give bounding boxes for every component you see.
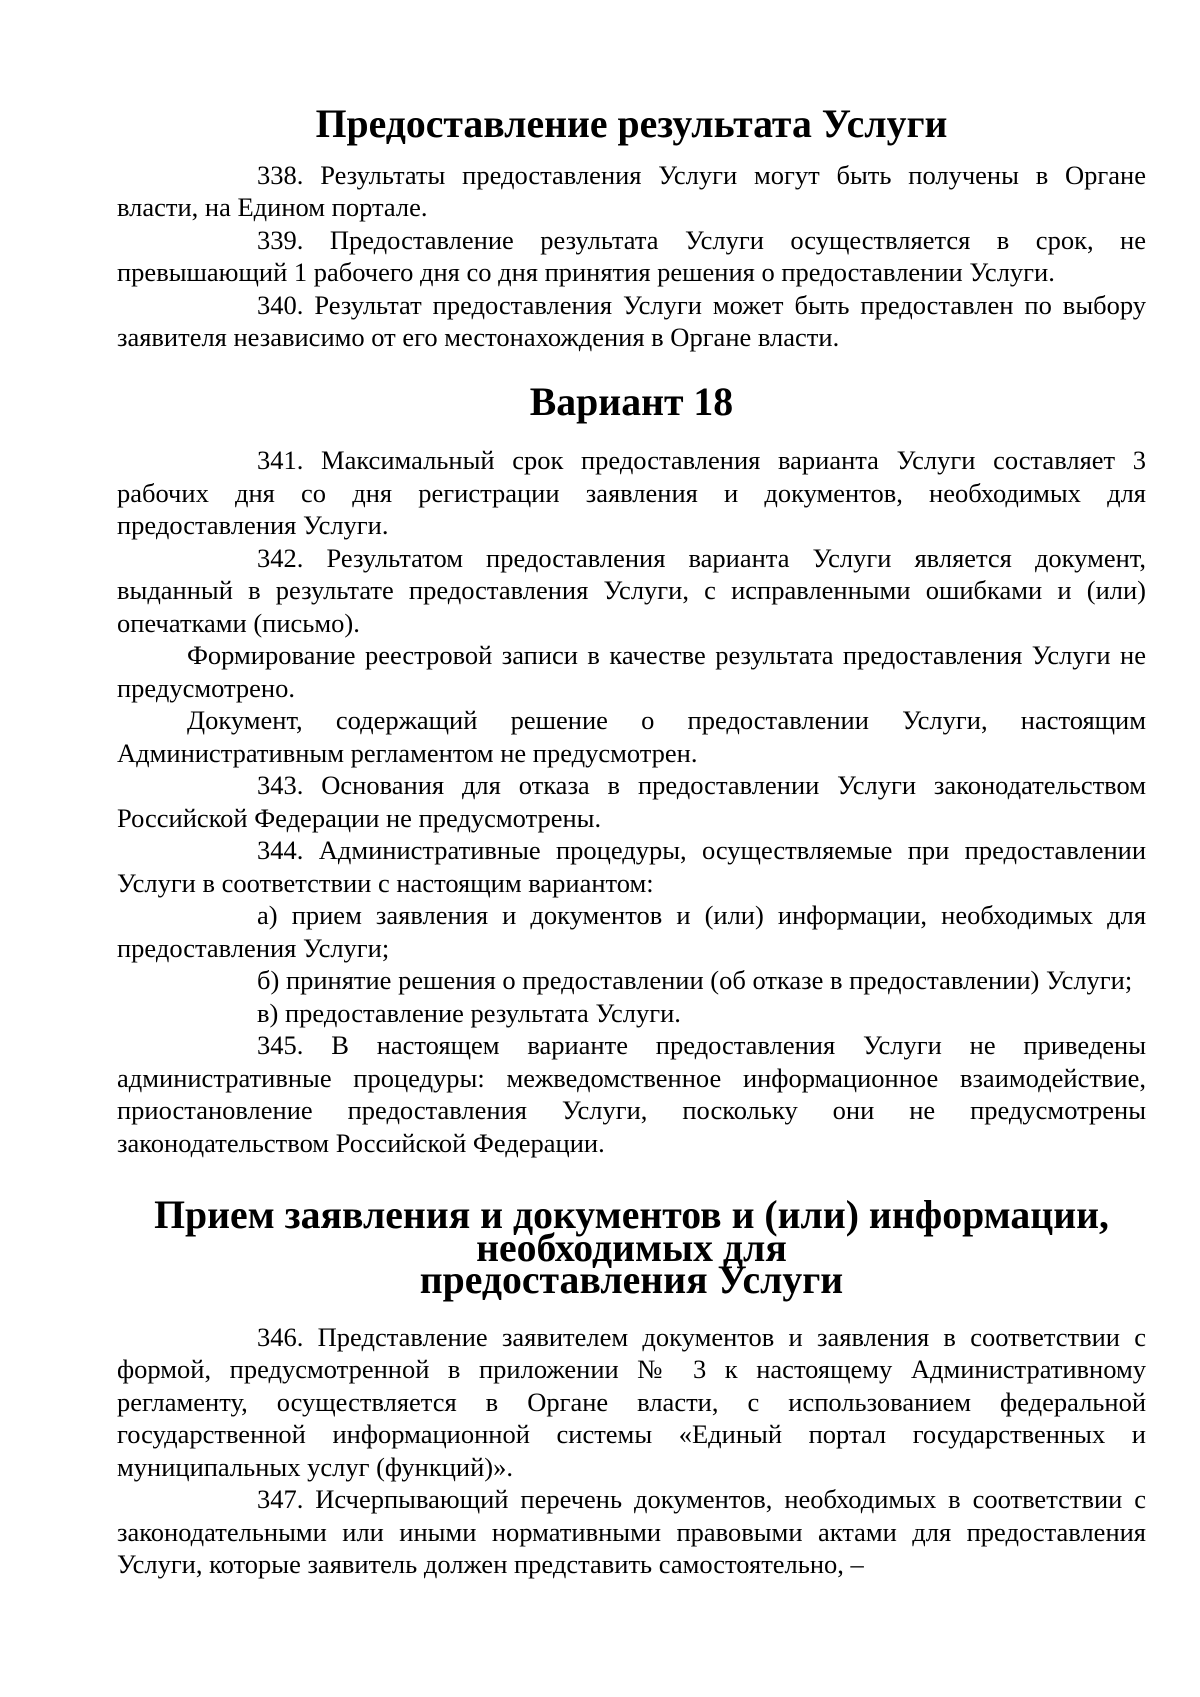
paragraph-decision-document: [117, 704, 1146, 769]
paragraph-text: Документ, содержащий решение о предоставлении Услуги, настоящим Административным регламентом не предусмотрен.: [117, 705, 1146, 768]
paragraph-344: [117, 834, 1146, 899]
paragraph-text: В настоящем варианте предоставления Услуги не приведены административные процедуры: межведомственное информационное взаимодействие, приостановление предоставления Услуги, поскольку они не предусмотрены законодательством Российской Федерации.: [117, 1030, 1147, 1158]
paragraph-number: 344.: [257, 835, 304, 865]
paragraph-number: 341.: [257, 445, 304, 475]
paragraph-number: 347.: [257, 1484, 304, 1514]
section-heading-application-intake: [117, 1193, 1146, 1302]
paragraph-number: 342.: [257, 542, 304, 573]
paragraph-text: Результат предоставления Услуги может быть предоставлен по выбору заявителя независимо от его местонахождения в Органе власти.: [117, 289, 1147, 352]
paragraph-342: [117, 542, 1146, 640]
list-marker: б): [257, 965, 280, 995]
list-item-text: прием заявления и документов и (или) информации, необходимых для предоставления Услуги;: [117, 900, 1147, 963]
paragraph-343: [117, 769, 1146, 834]
paragraph-text: Результатом предоставления варианта Услуги является документ, выданный в результате предоставления Услуги, с исправленными ошибками и (или) опечатками (письмо).: [117, 542, 1147, 638]
paragraph-number: 338.: [257, 159, 304, 190]
paragraph-345: [117, 1029, 1146, 1159]
paragraph-number: 339.: [257, 224, 304, 255]
paragraph-registry-record: [117, 639, 1146, 704]
paragraph-text: Максимальный срок предоставления варианта Услуги составляет 3 рабочих дня со дня регистрации заявления и документов, необходимых для предоставления Услуги.: [117, 445, 1146, 540]
paragraph-text: Исчерпывающий перечень документов, необходимых в соответствии с законодательными или иными нормативными правовыми актами для предоставления Услуги, которые заявитель должен представить самостоятельно, –: [117, 1484, 1146, 1579]
list-marker: в): [257, 997, 279, 1028]
paragraph-347: [117, 1483, 1146, 1581]
paragraph-text: Результаты предоставления Услуги могут быть получены в Органе власти, на Едином портале.: [117, 159, 1146, 222]
paragraph-text: Предоставление результата Услуги осуществляется в срок, не превышающий 1 рабочего дня со дня принятия решения о предоставлении Услуги.: [117, 224, 1147, 287]
heading-line: Прием заявления и документов и (или) информации, необходимых для: [154, 1193, 1109, 1270]
list-item-a: [117, 899, 1146, 964]
paragraph-number: 346.: [257, 1321, 304, 1352]
list-item-text: предоставление результата Услуги.: [284, 997, 681, 1028]
list-item-b: [117, 964, 1146, 997]
list-marker: а): [257, 900, 278, 930]
paragraph-text: Административные процедуры, осуществляемые при предоставлении Услуги в соответствии с настоящим вариантом:: [117, 835, 1147, 898]
paragraph-number: 340.: [257, 289, 304, 320]
paragraph-341: [117, 444, 1146, 542]
paragraph-340: [117, 289, 1146, 354]
list-item-text: принятие решения о предоставлении (об отказе в предоставлении) Услуги;: [285, 965, 1133, 995]
paragraph-346: [117, 1321, 1146, 1484]
section-heading-result: Предоставление результата Услуги: [315, 102, 948, 146]
paragraph-339: [117, 224, 1146, 289]
paragraph-text: Основания для отказа в предоставлении Услуги законодательством Российской Федерации не предусмотрены.: [117, 770, 1147, 833]
paragraph-number: 345.: [257, 1030, 304, 1060]
section-heading-variant-18: Вариант 18: [529, 379, 734, 424]
paragraph-text: Представление заявителем документов и заявления в соответствии с формой, предусмотренной в приложении № 3 к настоящему Административному регламенту, осуществляется в Органе власти, с использованием федеральной государственной информационной системы «Единый портал государственных и муниципальных услуг (функций)».: [117, 1321, 1147, 1482]
heading-line: предоставления Услуги: [419, 1258, 844, 1302]
paragraph-text: Формирование реестровой записи в качестве результата предоставления Услуги не предусмотрено.: [117, 640, 1146, 703]
paragraph-338: [117, 159, 1146, 224]
paragraph-number: 343.: [257, 770, 304, 800]
list-item-v: [117, 997, 1146, 1030]
